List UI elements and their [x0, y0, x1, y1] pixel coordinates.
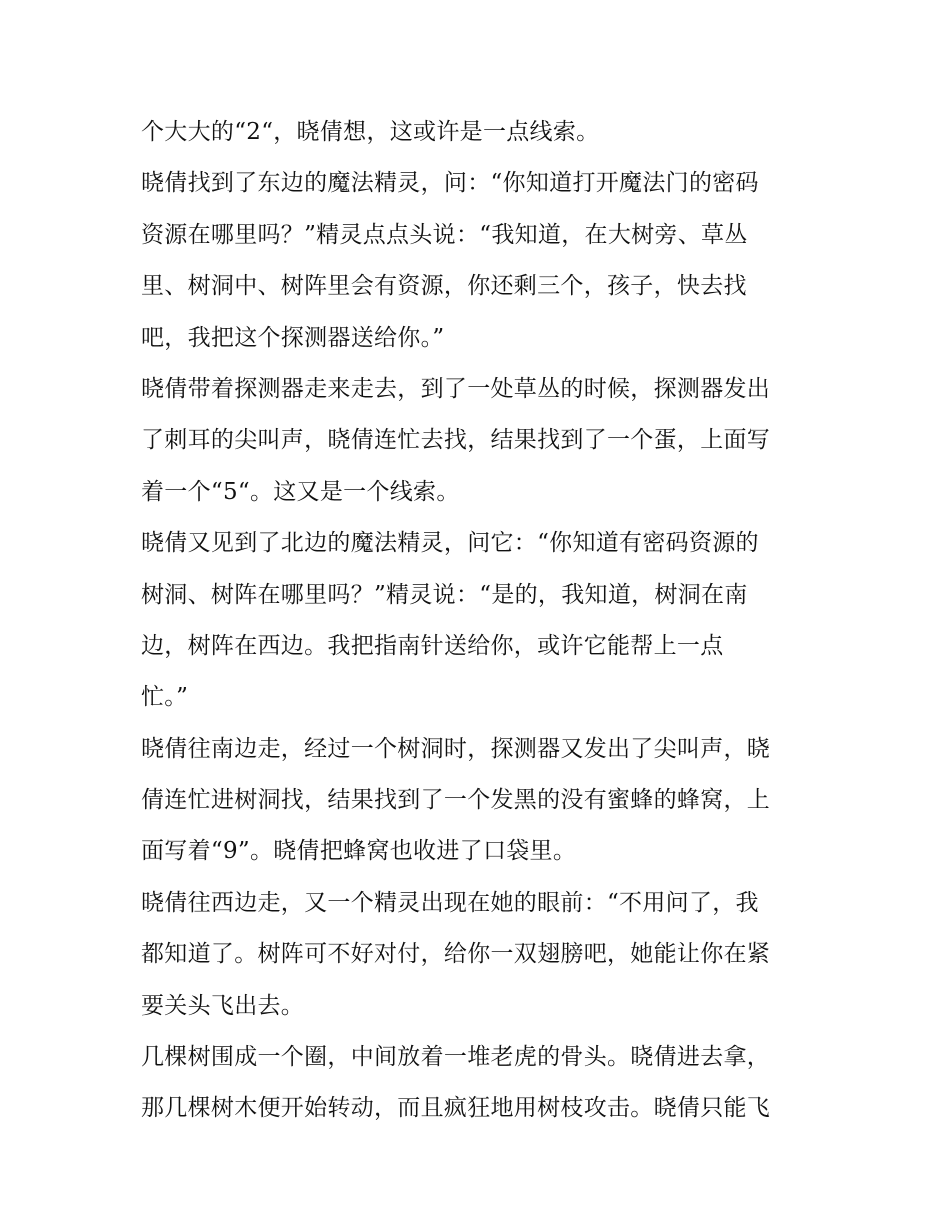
text-line: 要关头飞出去。 [141, 992, 305, 1019]
text-line: 倩连忙进树洞找，结果找到了一个发黑的没有蜜蜂的蜂窝，上 [141, 787, 771, 814]
text-line: 晓倩又见到了北边的魔法精灵，问它：“你知道有密码资源的 [141, 530, 759, 557]
text-line: 里、树洞中、树阵里会有资源，你还剩三个，孩子，快去找 [141, 273, 747, 300]
text-line: 了刺耳的尖叫声，晓倩连忙去找，结果找到了一个蛋，上面写 [141, 427, 771, 454]
text-line: 忙。” [141, 684, 189, 711]
text-line: 都知道了。树阵可不好对付，给你一双翅膀吧，她能让你在紧 [141, 941, 771, 968]
text-line: 晓倩往南边走，经过一个树洞时，探测器又发出了尖叫声，晓 [141, 735, 771, 762]
text-line: 晓倩往西边走，又一个精灵出现在她的眼前：“不用问了，我 [141, 889, 759, 916]
text-line: 吧，我把这个探测器送给你。” [141, 324, 445, 351]
text-line: 资源在哪里吗？”精灵点点头说：“我知道，在大树旁、草丛 [141, 221, 748, 248]
story-text [141, 112, 821, 1140]
text-line: 几棵树围成一个圈，中间放着一堆老虎的骨头。晓倩进去拿， [141, 1044, 771, 1071]
text-line: 树洞、树阵在哪里吗？”精灵说：“是的，我知道，树洞在南 [141, 581, 748, 608]
text-line: 面写着“9”。晓倩把蜂窝也收进了口袋里。 [141, 838, 577, 865]
text-line: 晓倩找到了东边的魔法精灵，问：“你知道打开魔法门的密码 [141, 170, 759, 197]
text-line: 那几棵树木便开始转动，而且疯狂地用树枝攻击。晓倩只能飞 [141, 1095, 771, 1122]
text-line: 边，树阵在西边。我把指南针送给你，或许它能帮上一点 [141, 632, 724, 659]
text-line: 晓倩带着探测器走来走去，到了一处草丛的时候，探测器发出 [141, 375, 771, 402]
text-line: 个大大的“2“，晓倩想，这或许是一点线索。 [141, 119, 600, 145]
text-line: 着一个“5“。这又是一个线索。 [141, 478, 460, 505]
